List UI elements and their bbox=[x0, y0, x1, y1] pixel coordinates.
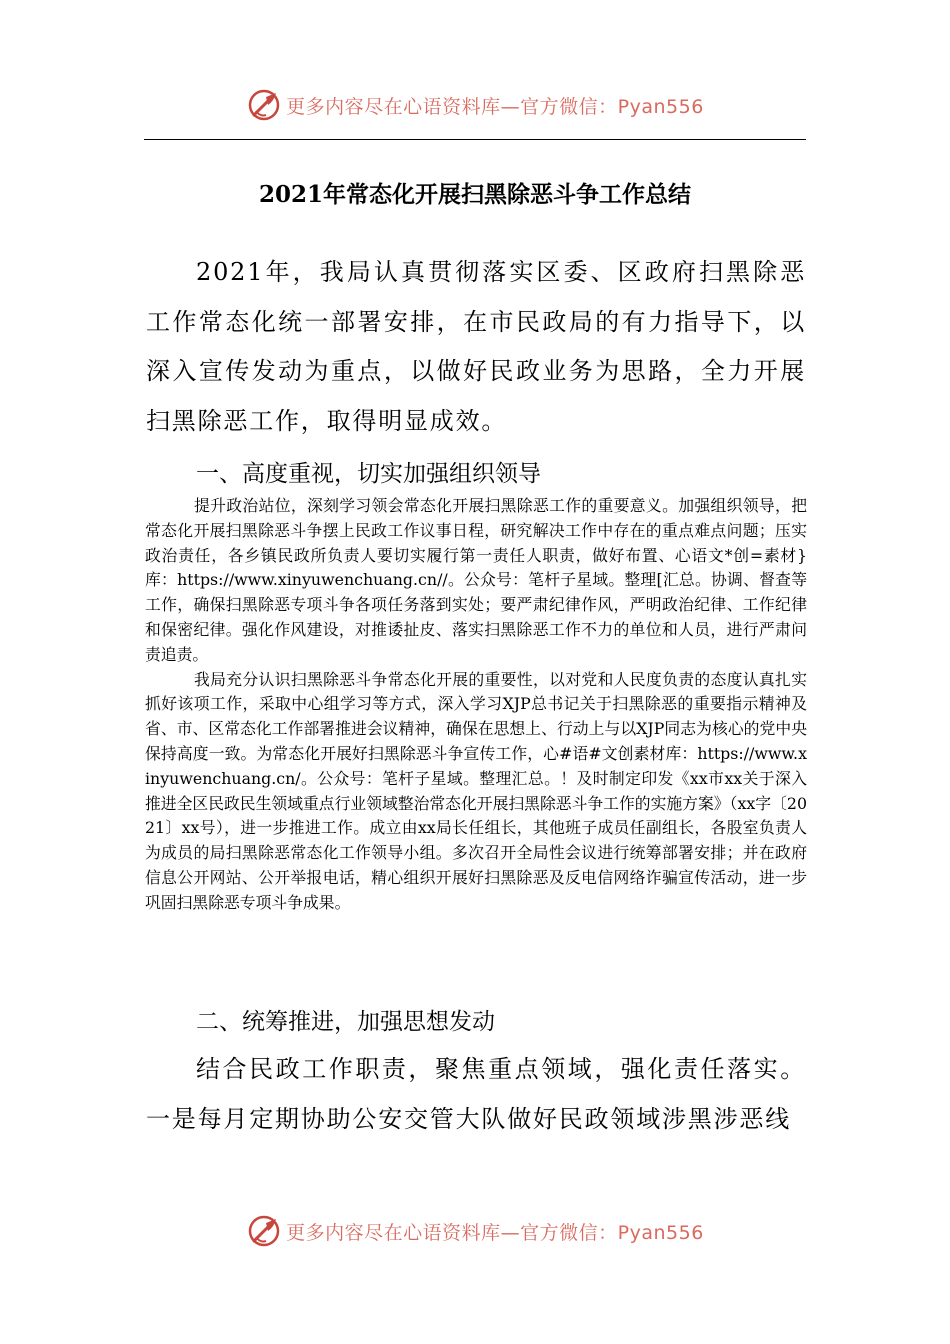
quill-logo-icon bbox=[246, 87, 282, 123]
intro-block bbox=[146, 248, 806, 446]
intro-paragraph: 2021年，我局认真贯彻落实区委、区政府扫黑除恶工作常态化统一部署安排，在市民政局的有力指导下，以深入宣传发动为重点，以做好民政业务为思路，全力开展扫黑除恶工作，取得明显成效。 bbox=[146, 258, 806, 435]
footer-banner-text: 更多内容尽在心语资料库—官方微信：Pyan556 bbox=[286, 1221, 704, 1244]
header-watermark-banner bbox=[0, 82, 950, 128]
section1-heading: 一、高度重视，切实加强组织领导 bbox=[196, 461, 541, 487]
quill-logo-icon bbox=[246, 1213, 282, 1249]
section1-paragraph-2: 我局充分认识扫黑除恶斗争常态化开展的重要性，以对党和人民度负责的态度认真扎实抓好该项工作，采取中心组学习等方式，深入学习XJP总书记关于扫黑除恶的重要指示精神及省、市、区常态化工作部署推进会议精神，确保在思想上、行动上与以XJP同志为核心的党中央保持高度一致。为常态化开展好扫黑除恶斗争宣传工作，心#语#文创素材库：https://www.xinyuwenchuang.cn/。公众号：笔杆子星域。整理汇总。！及时制定印发《xx市xx关于深入推进全区民政民生领域重点行业领域整治常态化开展扫黑除恶斗争工作的实施方案》（xx字〔2021〕xx号），进一步推进工作。成立由xx局长任组长，其他班子成员任副组长，各股室负责人为成员的局扫黑除恶常态化工作领导小组。多次召开全局性会议进行统筹部署安排；并在政府信息公开网站、公开举报电话，精心组织开展好扫黑除恶及反电信网络诈骗宣传活动，进一步巩固扫黑除恶专项斗争成果。 bbox=[145, 669, 807, 912]
section2-paragraph: 结合民政工作职责，聚焦重点领域，强化责任落实。一是每月定期协助公安交管大队做好民政领域涉黑涉恶线 bbox=[146, 1055, 806, 1133]
section2-heading: 二、统筹推进，加强思想发动 bbox=[196, 1009, 495, 1035]
document-title: 2021年常态化开展扫黑除恶斗争工作总结 bbox=[258, 181, 691, 208]
section1-body bbox=[145, 494, 807, 916]
section1-paragraph-1: 提升政治站位，深刻学习领会常态化开展扫黑除恶工作的重要意义。加强组织领导，把常态化开展扫黑除恶斗争摆上民政工作议事日程，研究解决工作中存在的重点难点问题；压实政治责任，各乡镇民政所负责人要切实履行第一责任人职责，做好布置、心语文*创=素材}库：https://www.xinyuwenchuang.cn//。公众号：笔杆子星域。整理[汇总。协调、督查等工作，确保扫黑除恶专项斗争各项任务落到实处；要严肃纪律作风，严明政治纪律、工作纪律和保密纪律。强化作风建设，对推诿扯皮、落实扫黑除恶工作不力的单位和人员，进行严肃问责追责。 bbox=[145, 496, 807, 664]
section2-body bbox=[146, 1045, 806, 1144]
header-banner-text: 更多内容尽在心语资料库—官方微信：Pyan556 bbox=[286, 95, 704, 118]
header-divider bbox=[144, 139, 806, 140]
footer-watermark-banner bbox=[0, 1208, 950, 1254]
